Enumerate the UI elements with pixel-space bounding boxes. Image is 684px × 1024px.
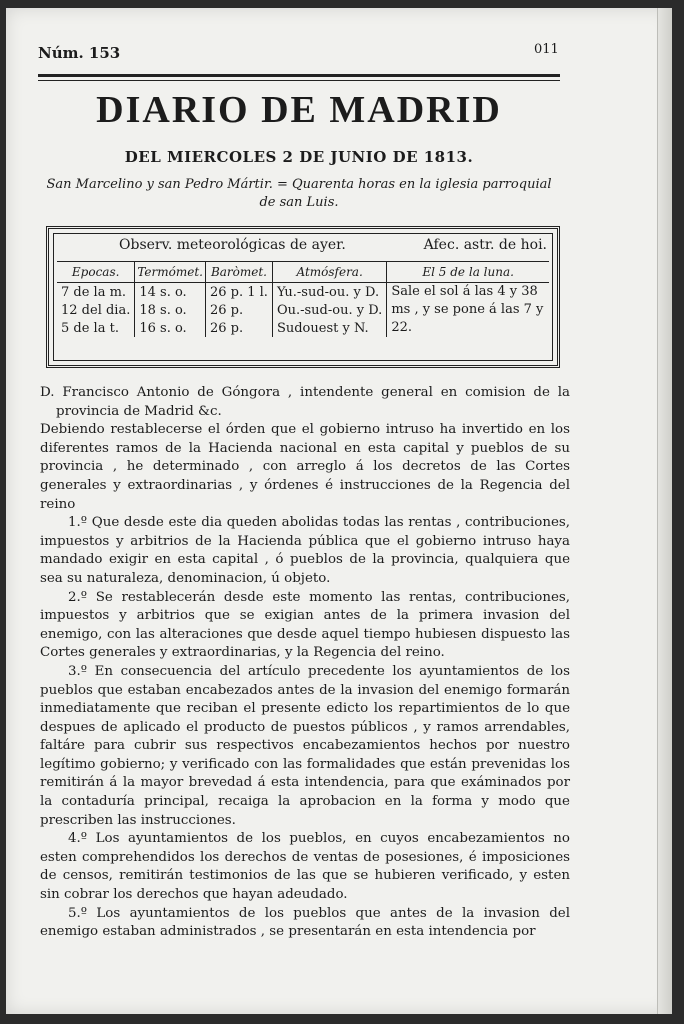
page-number: 011 bbox=[534, 42, 559, 57]
weather-title-right: Afec. astr. de hoi. bbox=[423, 237, 547, 253]
newspaper-page bbox=[6, 8, 672, 1014]
issue-number: Núm. 153 bbox=[38, 44, 121, 62]
article-item-2: 2.º Se restablecerán desde este momento las rentas, contribuciones, impuestos y arbitrios que se exigian antes de la primera invasion del enemigo, con las alteraciones que desde aquel tiempo hubiesen dispuesto las Cortes generales y extraordinarias, y la Regencia del reino. bbox=[40, 589, 570, 661]
article-body bbox=[40, 384, 570, 942]
col-epocas: Epocas. bbox=[57, 262, 135, 283]
cell-epoca: 7 de la m. bbox=[61, 284, 127, 300]
cell-baro: 26 p. 1 l. bbox=[205, 283, 272, 302]
weather-box bbox=[46, 226, 560, 368]
header-rule-thin bbox=[38, 80, 560, 81]
cell-term: 18 s. o. bbox=[135, 301, 206, 319]
cell-baro: 26 p. bbox=[205, 301, 272, 319]
cell-term: 14 s. o. bbox=[135, 283, 206, 302]
col-termometro: Termómet. bbox=[135, 262, 206, 283]
weather-table bbox=[57, 261, 549, 337]
weather-title-left: Observ. meteorológicas de ayer. bbox=[119, 237, 346, 253]
page-edge bbox=[657, 8, 672, 1014]
cell-atmos: Sudouest y N. bbox=[272, 319, 386, 337]
header-rule-thick bbox=[38, 74, 560, 77]
article-item-3: 3.º En consecuencia del artículo precedente los ayuntamientos de los pueblos que estaban encabezados antes de la invasion del enemigo formarán inmediatamente que reciban el presente edicto los repartimientos de lo que despues de aplicado el producto de puestos públicos , y ramos arrendables, faltáre para cubrir sus respectivos encabezamientos hechos por nuestro legítimo gobierno; y verificado con las formalidades que están prevenidas los remitirán á la mayor brevedad á esta intendencia, para que exáminados por la contaduría principal, recaiga la aprobacion en la forma y modo que prescriben las instrucciones. bbox=[40, 663, 570, 828]
col-atmosfera: Atmósfera. bbox=[272, 262, 386, 283]
masthead-dateline: DEL MIERCOLES 2 DE JUNIO DE 1813. bbox=[124, 148, 474, 166]
saints-of-the-day: San Marcelino y san Pedro Mártir. = Quarenta horas en la iglesia parroquial de san Luis. bbox=[46, 177, 552, 210]
article-intro: Debiendo restablecerse el órden que el gobierno intruso ha invertido en los diferentes ramos de la Hacienda nacional en esta capital y pueblos de su provincia , he determinado , con arreglo á los decretos de las Cortes generales y extraordinarias , y órdenes é instrucciones de la Regencia del reino bbox=[40, 422, 570, 512]
cell-epoca: 5 de la t. bbox=[61, 320, 119, 336]
cell-term: 16 s. o. bbox=[135, 319, 206, 337]
article-item-5: 5.º Los ayuntamientos de los pueblos que antes de la invasion del enemigo estaban administrados , se presentarán en esta intendencia por bbox=[40, 905, 570, 940]
cell-epoca: 12 del dia. bbox=[61, 302, 131, 318]
article-heading: D. Francisco Antonio de Góngora , intendente general en comision de la provincia de Madrid &c. bbox=[40, 385, 570, 419]
article-item-1: 1.º Que desde este dia queden abolidas todas las rentas , contribuciones, impuestos y arbitrios de la Hacienda pública que el gobierno intruso haya mandado exigir en esta capital , ó pueblos de la provincia, qualquiera que sea su naturaleza, denominacion, ú objeto. bbox=[40, 515, 570, 586]
col-luna: El 5 de la luna. bbox=[387, 262, 549, 283]
masthead-title: DIARIO DE MADRID bbox=[96, 89, 502, 131]
article-item-4: 4.º Los ayuntamientos de los pueblos, en cuyos encabezamientos no esten comprehendidos los derechos de ventas de posesiones, é imposiciones de censos, remitirán testimonios de las que se hubieren verificado, y esten sin cobrar los derechos que hayan adeudado. bbox=[40, 831, 570, 903]
cell-atmos: Yu.-sud-ou. y D. bbox=[272, 283, 386, 302]
cell-baro: 26 p. bbox=[205, 319, 272, 337]
col-barometro: Baròmet. bbox=[205, 262, 272, 283]
weather-box-title bbox=[49, 237, 557, 253]
cell-atmos: Ou.-sud-ou. y D. bbox=[272, 301, 386, 319]
moon-text: Sale el sol á las 4 y 38 ms , y se pone á las 7 y 22. bbox=[387, 283, 549, 338]
table-row bbox=[57, 283, 549, 302]
